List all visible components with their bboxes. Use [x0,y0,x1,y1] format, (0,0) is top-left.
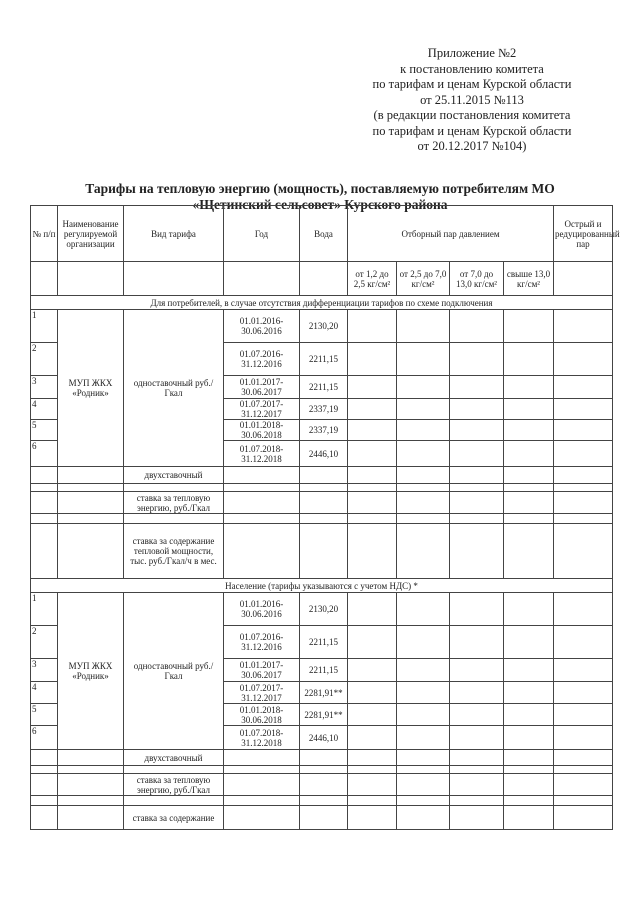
title-line-1: Тарифы на тепловую энергию (мощность), поставляемую потребителям МО [85,181,555,196]
section-row [31,579,613,593]
row-number: 6 [31,441,58,467]
period-cell: 01.01.2018-30.06.2018 [224,704,300,726]
period-cell: 01.01.2016-30.06.2016 [224,310,300,343]
period-cell: 01.07.2018-31.12.2018 [224,726,300,750]
row-number: 1 [31,593,58,626]
period-cell: 01.07.2017-31.12.2017 [224,682,300,704]
table-row [31,806,613,830]
row-number: 4 [31,399,58,420]
table-row [31,593,613,626]
water-value: 2337,19 [300,399,348,420]
header-line: от 25.11.2015 №113 [420,92,524,107]
table-row [31,467,613,484]
water-value: 2337,19 [300,420,348,441]
table-row [31,750,613,766]
pressure-row [31,262,613,296]
energy-rate-label: ставка за тепловую энергию, руб./Гкал [124,492,224,514]
section-2-title: Население (тарифы указываются с учетом НДС) * [31,579,613,593]
row-number: 5 [31,704,58,726]
row-number: 2 [31,626,58,659]
period-cell: 01.07.2017-31.12.2017 [224,399,300,420]
section-row [31,296,613,310]
org-name: МУП ЖКХ «Родник» [58,310,124,467]
col-num: № п/п [31,206,58,262]
row-number: 5 [31,420,58,441]
table-row [31,514,613,524]
water-value: 2130,20 [300,310,348,343]
header-line: по тарифам и ценам Курской области [372,77,572,91]
two-part-label: двухставочный [124,467,224,484]
table-row [31,484,613,492]
tariff-kind: одноставочный руб./Гкал [124,593,224,750]
header-line: (в редакции постановления комитета [373,108,571,122]
energy-rate-label: ставка за тепловую энергию, руб./Гкал [124,774,224,796]
water-value: 2281,91** [300,704,348,726]
title-line-2: «Щетинский сельсовет» Курского района [192,197,448,212]
row-number: 2 [31,343,58,376]
org-name: МУП ЖКХ «Родник» [58,593,124,750]
col-pressure-3: от 7,0 до 13,0 кг/см² [450,262,504,296]
water-value: 2211,15 [300,626,348,659]
col-org: Наименование регулируемой организации [58,206,124,262]
col-pressure-4: свыше 13,0 кг/см² [504,262,554,296]
water-value: 2211,15 [300,376,348,399]
table-row [31,766,613,774]
table-row [31,524,613,579]
col-pressure-2: от 2,5 до 7,0 кг/см² [397,262,450,296]
water-value: 2211,15 [300,343,348,376]
header-line: к постановлению комитета [400,61,544,76]
col-year: Год [224,206,300,262]
header-line: по тарифам и ценам Курской области [372,123,572,138]
header-line: от 20.12.2017 №104) [417,139,527,153]
period-cell: 01.07.2016-31.12.2016 [224,343,300,376]
col-steam: Отборный пар давлением [348,206,554,262]
period-cell: 01.01.2017-30.06.2017 [224,659,300,682]
period-cell: 01.07.2018-31.12.2018 [224,441,300,467]
row-number: 6 [31,726,58,750]
document-header [342,46,602,155]
col-water: Вода [300,206,348,262]
period-cell: 01.07.2016-31.12.2016 [224,626,300,659]
header-line: Приложение №2 [427,46,517,60]
row-number: 4 [31,682,58,704]
power-rate-label: ставка за содержание тепловой мощности, тыс. руб./Гкал/ч в мес. [124,524,224,579]
water-value: 2211,15 [300,659,348,682]
water-value: 2446,10 [300,726,348,750]
table-row [31,492,613,514]
two-part-label: двухставочный [124,750,224,766]
table-row [31,774,613,796]
col-kind: Вид тарифа [124,206,224,262]
row-number: 3 [31,659,58,682]
table-row [31,796,613,806]
row-number: 1 [31,310,58,343]
tariff-table [30,205,620,830]
col-live-steam: Острый и редуцированный пар [554,206,613,262]
header-row [31,206,613,262]
period-cell: 01.01.2016-30.06.2016 [224,593,300,626]
period-cell: 01.01.2018-30.06.2018 [224,420,300,441]
col-pressure-1: от 1,2 до 2,5 кг/см² [348,262,397,296]
tariff-kind: одноставочный руб./Гкал [124,310,224,467]
water-value: 2130,20 [300,593,348,626]
water-value: 2446,10 [300,441,348,467]
section-1-title: Для потребителей, в случае отсутствия дифференциации тарифов по схеме подключения [31,296,613,310]
water-value: 2281,91** [300,682,348,704]
row-number: 3 [31,376,58,399]
table-row [31,310,613,343]
period-cell: 01.01.2017-30.06.2017 [224,376,300,399]
power-rate-label: ставка за содержание [124,806,224,830]
